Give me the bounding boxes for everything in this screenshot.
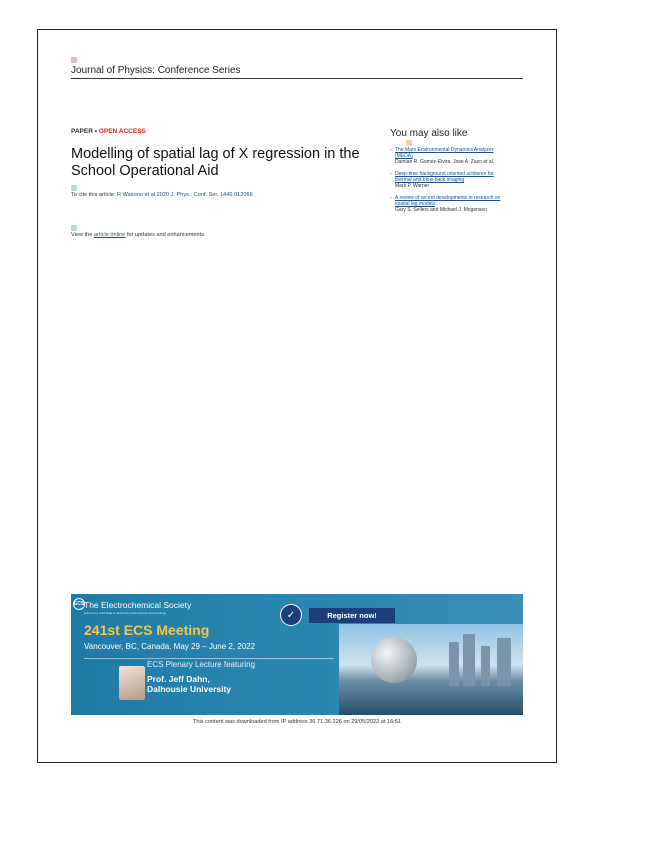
register-now-button[interactable]: Register now! [309,608,395,623]
open-access-label: OPEN ACCESS [98,128,146,135]
related-articles [390,128,510,219]
paper-label: PAPER [71,128,93,135]
society-tagline: Advancing solid state & electrochemical science & technology [84,611,167,615]
view-marker [71,225,77,231]
related-item-authors: Mark P. Warner [395,183,430,189]
bullet-icon: - [390,195,392,201]
ecs-advertisement-banner[interactable] [71,594,523,715]
vancouver-skyline-image [339,624,523,715]
download-note: This content was downloaded from IP address 36.71.36.226 on 29/05/2022 at 16:51 [193,719,401,725]
check-circle-icon: ✓ [280,604,302,626]
related-item [390,171,510,189]
view-prefix: View the [71,232,94,238]
view-suffix: for updates and enhancements. [125,232,206,238]
related-list [390,147,510,213]
meeting-title: 241st ECS Meeting [84,622,210,638]
society-name [84,600,191,615]
society-title: The Electrochemical Society [84,600,192,610]
article-online-link[interactable]: article online [93,232,126,238]
building-shape [481,646,490,686]
science-world-dome-image [371,637,417,683]
building-shape [463,634,475,686]
pdf-page [37,29,557,763]
cite-marker [71,185,77,191]
speaker-affiliation: Dalhousie University [147,684,232,694]
view-online-line [71,232,206,238]
related-item-authors: Gary S. Sellers and Michael J. Mogensen [395,207,487,213]
cite-prefix: To cite this article: [71,192,118,198]
citation-reference[interactable]: R Wasono et al 2020 J. Phys.: Conf. Ser. 1446 012066 [117,192,253,198]
page-marker [71,57,77,63]
speaker-block [147,674,231,694]
related-item [390,195,510,213]
building-shape [497,638,511,686]
related-item-title[interactable]: A review of recent developments in research on spatial lag models [395,195,501,207]
speaker-name: Prof. Jeff Dahn, [147,674,210,684]
citation-line [71,192,371,198]
related-item-title[interactable]: The Mars Environmental Dynamics Analyzer (MEDA) [395,147,494,159]
related-item-title[interactable]: Deep-time background oriented schlieren for thermal and blow-back imaging [395,171,494,183]
speaker-photo [119,666,145,700]
related-heading: You may also like [390,128,468,139]
related-marker [406,140,412,146]
meeting-location: Vancouver, BC, Canada. May 29 – June 2, 2022 [84,642,256,651]
ecs-logo-icon: ECS [73,598,85,610]
paper-title: Modelling of spatial lag of X regression in the School Operational Aid [71,146,360,179]
plenary-lecture-label: ECS Plenary Lecture featuring [147,660,256,669]
related-item-authors: Damian R. Gomez-Elvira, Jose A. Zazo et al. [395,159,495,165]
journal-name: Journal of Physics: Conference Series [71,65,523,79]
tag-separator: • [92,128,99,135]
bullet-icon: - [390,171,392,177]
building-shape [449,642,459,686]
paper-tag [71,128,146,135]
bullet-icon: - [390,147,392,153]
related-item [390,147,510,165]
